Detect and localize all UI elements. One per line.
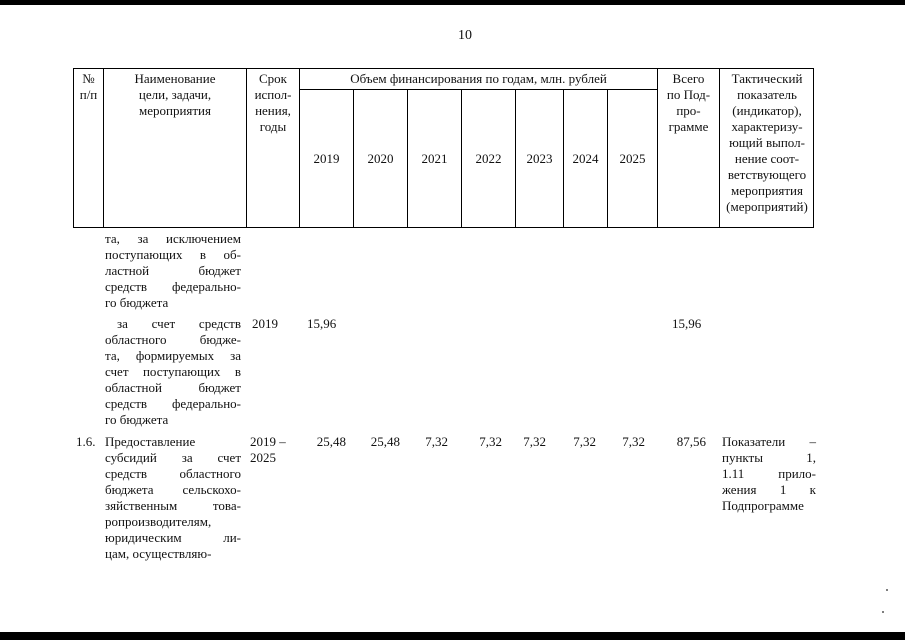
- header-year: 2019: [313, 151, 340, 166]
- row-3-value-2021: 7,32: [425, 434, 448, 449]
- row-3-value-2019: 25,48: [316, 434, 346, 449]
- table-header: [73, 68, 814, 228]
- bottom-border: [0, 632, 905, 640]
- row-2-total: 15,96: [672, 316, 702, 331]
- header-col-no: № п/п: [79, 71, 98, 102]
- row-3-value-2020: 25,48: [370, 434, 400, 449]
- scan-speck: [882, 611, 884, 613]
- funding-subheader-line: [299, 89, 657, 90]
- header-col-name: Наименование цели, задачи, мероприятия: [134, 71, 216, 118]
- header-year: 2022: [475, 151, 502, 166]
- header-col-term: Срок испол- нения, годы: [254, 71, 292, 134]
- row-2-description: за счет средств областного бюдже- та, формируемых за счет поступающих в областной бюджет средств федерально- го бюджета: [105, 316, 241, 427]
- row-3-term: 2019 – 2025: [250, 434, 286, 465]
- top-border: [0, 0, 905, 5]
- header-year: 2023: [526, 151, 553, 166]
- header-year: 2025: [619, 151, 646, 166]
- row-2-term: 2019: [252, 316, 278, 331]
- row-3-value-2023: 7,32: [523, 434, 546, 449]
- row-3-total: 87,56: [676, 434, 706, 449]
- row-3-number: 1.6.: [76, 434, 96, 449]
- row-3-description: Предоставление субсидий за счет средств областного бюджета сельскохо- зяйственным това- ропроизводителям, юридическим ли- цам, осуществляю-: [105, 434, 241, 561]
- page-number: 10: [458, 28, 472, 43]
- row-3-value-2025: 7,32: [622, 434, 645, 449]
- row-3-value-2024: 7,32: [573, 434, 596, 449]
- header-year: 2021: [421, 151, 448, 166]
- row-2-value-2019: 15,96: [307, 316, 337, 331]
- col-divider: [299, 69, 300, 227]
- header-col-total: Всего по Под- про- грамме: [666, 71, 711, 134]
- scan-speck: [886, 589, 888, 591]
- body-text-continuation: та, за исключением поступающих в об- ластной бюджет средств федерально- го бюджета: [105, 231, 241, 310]
- header-col-indicator: Тактический показатель (индикатор), характеризу- ющий выпол- нение соот- ветствующего мероприятия (мероприятий): [726, 71, 808, 214]
- header-year: 2024: [572, 151, 599, 166]
- header-year: 2020: [367, 151, 394, 166]
- row-3-value-2022: 7,32: [479, 434, 502, 449]
- header-col-funding: Объем финансирования по годам, млн. рублей: [350, 71, 607, 86]
- row-3-indicator: Показатели – пункты 1, 1.11 прило- жения 1 к Подпрограмме: [722, 434, 816, 513]
